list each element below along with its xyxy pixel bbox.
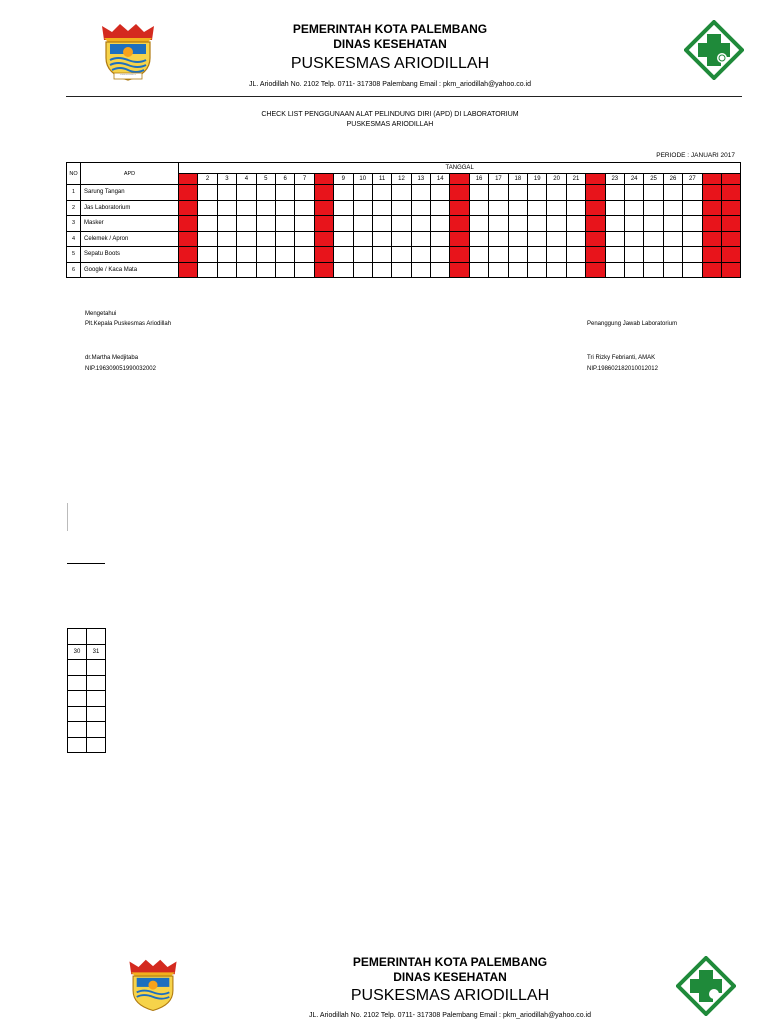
check-cell[interactable] [547,262,566,278]
check-cell[interactable] [663,247,682,263]
row-no: 3 [67,216,81,232]
table-row [67,231,741,247]
check-cell[interactable] [586,200,605,216]
check-cell[interactable] [353,247,372,263]
check-cell[interactable] [528,247,547,263]
check-cell[interactable] [334,216,353,232]
check-cell[interactable] [314,262,333,278]
check-cell[interactable] [68,722,87,738]
check-cell[interactable] [353,185,372,201]
day-header-cell: 8 [314,174,333,185]
day-header-cell: 26 [663,174,682,185]
check-cell[interactable] [87,722,106,738]
check-cell[interactable] [237,200,256,216]
check-cell[interactable] [469,185,488,201]
row-apd-label: Sarung Tangan [81,185,179,201]
check-cell[interactable] [411,262,430,278]
day-header-cell: 18 [508,174,527,185]
check-cell[interactable] [372,231,391,247]
header-apd: APD [81,163,179,185]
day-header-cell: 15 [450,174,469,185]
day-header-cell: 7 [295,174,314,185]
table-row [67,262,741,278]
day-header-cell: 2 [198,174,217,185]
overflow-underline [67,563,105,564]
day-header-cell: 23 [605,174,624,185]
check-cell[interactable] [566,231,585,247]
row-no: 2 [67,200,81,216]
day-header-cell: 16 [469,174,488,185]
kop-address-bottom: JL. Ariodillah No. 2102 Telp. 0711- 317308 Palembang Email : pkm_ariodillah@yahoo.co.id [309,1012,591,1019]
check-cell[interactable] [68,691,87,707]
check-cell[interactable] [256,200,275,216]
kop-address: JL. Ariodillah No. 2102 Telp. 0711- 317308 Palembang Email : pkm_ariodillah@yahoo.co.id [249,81,531,88]
check-cell[interactable] [256,216,275,232]
check-cell[interactable] [624,200,643,216]
check-cell[interactable] [721,231,740,247]
kop-divider [66,96,742,97]
row-apd-label: Sepatu Boots [81,247,179,263]
check-cell[interactable] [411,231,430,247]
row-apd-label: Celemek / Apron [81,231,179,247]
kop-line1: PEMERINTAH KOTA PALEMBANG [292,22,488,36]
row-no: 1 [67,185,81,201]
check-cell[interactable] [566,247,585,263]
check-cell[interactable] [605,200,624,216]
check-cell[interactable] [547,200,566,216]
check-cell[interactable] [353,231,372,247]
check-cell[interactable] [663,185,682,201]
check-cell[interactable] [334,231,353,247]
check-cell[interactable] [683,247,702,263]
check-cell[interactable] [372,262,391,278]
apd-checklist-table [66,162,741,278]
check-cell[interactable] [256,231,275,247]
check-cell[interactable] [217,231,236,247]
check-cell[interactable] [295,200,314,216]
table-row [67,216,741,232]
overflow-days-table [67,628,106,753]
check-cell[interactable] [353,262,372,278]
check-cell[interactable] [450,231,469,247]
check-cell[interactable] [644,262,663,278]
check-cell[interactable] [605,216,624,232]
check-cell[interactable] [411,200,430,216]
day-header-cell: 25 [644,174,663,185]
check-cell[interactable] [295,247,314,263]
check-cell[interactable] [295,262,314,278]
check-cell[interactable] [314,247,333,263]
check-cell[interactable] [198,247,217,263]
check-cell[interactable] [256,262,275,278]
check-cell[interactable] [353,216,372,232]
check-cell[interactable] [372,185,391,201]
check-cell[interactable] [605,247,624,263]
day-header-cell: 31 [87,644,106,660]
check-cell[interactable] [663,216,682,232]
check-cell[interactable] [237,231,256,247]
check-cell[interactable] [721,200,740,216]
check-cell[interactable] [683,216,702,232]
check-cell[interactable] [179,231,198,247]
row-no: 4 [67,231,81,247]
check-cell[interactable] [489,200,508,216]
check-cell[interactable] [644,185,663,201]
check-cell[interactable] [392,216,411,232]
check-cell[interactable] [469,231,488,247]
check-cell[interactable] [198,200,217,216]
check-cell[interactable] [469,216,488,232]
sig-left-nip: NIP.196309051990032002 [85,366,156,372]
check-cell[interactable] [528,200,547,216]
table-row [67,185,741,201]
check-cell[interactable] [547,185,566,201]
check-cell[interactable] [508,231,527,247]
check-cell[interactable] [295,216,314,232]
check-cell[interactable] [683,231,702,247]
check-cell[interactable] [68,675,87,691]
check-cell[interactable] [663,231,682,247]
check-cell[interactable] [721,185,740,201]
check-cell[interactable] [508,185,527,201]
day-header-cell: 3 [217,174,236,185]
check-cell[interactable] [566,262,585,278]
check-cell[interactable] [683,200,702,216]
day-header-cell: 11 [372,174,391,185]
check-cell[interactable] [256,185,275,201]
check-cell[interactable] [450,216,469,232]
header-tanggal: TANGGAL [179,163,741,174]
sig-right-label: Penanggung Jawab Laboratorium [587,321,678,327]
kop-line2-bottom: DINAS KESEHATAN [393,970,507,984]
check-cell[interactable] [392,262,411,278]
check-cell[interactable] [450,262,469,278]
day-header-cell: 6 [275,174,294,185]
check-cell[interactable] [372,200,391,216]
check-cell[interactable] [644,231,663,247]
check-cell[interactable] [605,262,624,278]
day-header-cell: 5 [256,174,275,185]
check-cell[interactable] [644,216,663,232]
check-cell[interactable] [87,706,106,722]
day-header-cell: 30 [68,644,87,660]
check-cell[interactable] [198,216,217,232]
check-cell[interactable] [624,262,643,278]
check-cell[interactable] [702,262,721,278]
check-cell[interactable] [179,247,198,263]
check-cell[interactable] [198,262,217,278]
check-cell[interactable] [547,216,566,232]
check-cell[interactable] [275,185,294,201]
day-header-cell: 10 [353,174,372,185]
check-cell[interactable] [275,262,294,278]
check-cell[interactable] [314,231,333,247]
check-cell[interactable] [508,200,527,216]
day-header-cell: 19 [528,174,547,185]
document-title-line1: CHECK LIST PENGGUNAAN ALAT PELINDUNG DIRI (APD) DI LABORATORIUM [261,111,519,118]
check-cell[interactable] [489,231,508,247]
day-header-cell: 21 [566,174,585,185]
check-cell[interactable] [547,247,566,263]
day-header-cell: 22 [586,174,605,185]
check-cell[interactable] [528,185,547,201]
day-header-cell: 12 [392,174,411,185]
overflow-blank-row [68,629,106,645]
check-cell[interactable] [702,216,721,232]
check-cell[interactable] [605,185,624,201]
check-cell[interactable] [450,185,469,201]
check-cell[interactable] [508,262,527,278]
day-header-cell: 28 [702,174,721,185]
day-header-cell: 20 [547,174,566,185]
sig-left-label1: Mengetahui [85,311,117,317]
row-apd-label: Jas Laboratorium [81,200,179,216]
check-cell[interactable] [431,185,450,201]
check-cell[interactable] [275,200,294,216]
check-cell[interactable] [624,231,643,247]
check-cell[interactable] [217,200,236,216]
check-cell[interactable] [179,216,198,232]
periode-label: PERIODE : JANUARI 2017 [656,152,735,159]
check-cell[interactable] [256,247,275,263]
row-apd-label: Google / Kaca Mata [81,262,179,278]
check-cell[interactable] [663,200,682,216]
check-cell[interactable] [702,185,721,201]
check-cell[interactable] [87,660,106,676]
table-row [67,247,741,263]
check-cell[interactable] [431,247,450,263]
check-cell[interactable] [179,262,198,278]
sig-right-nip: NIP.198602182010012012 [587,366,658,372]
check-cell[interactable] [87,691,106,707]
check-cell[interactable] [489,216,508,232]
check-cell[interactable] [295,231,314,247]
check-cell[interactable] [217,247,236,263]
check-cell[interactable] [392,247,411,263]
palembang-emblem-icon [124,955,182,1017]
check-cell[interactable] [87,737,106,753]
check-cell[interactable] [702,200,721,216]
check-cell[interactable] [334,185,353,201]
check-cell[interactable] [237,216,256,232]
check-cell[interactable] [586,247,605,263]
check-cell[interactable] [68,660,87,676]
kop-line1-bottom: PEMERINTAH KOTA PALEMBANG [352,955,548,969]
check-cell[interactable] [624,247,643,263]
check-cell[interactable] [644,200,663,216]
check-cell[interactable] [431,200,450,216]
check-cell[interactable] [217,216,236,232]
kop-line3: PUSKESMAS ARIODILLAH [290,55,490,72]
day-header-cell: 14 [431,174,450,185]
check-cell[interactable] [547,231,566,247]
check-cell[interactable] [217,262,236,278]
sig-left-label2: Plt.Kepala Puskesmas Ariodillah [85,321,172,327]
check-cell[interactable] [663,262,682,278]
row-apd-label: Masker [81,216,179,232]
check-cell[interactable] [508,247,527,263]
kop-line2: DINAS KESEHATAN [333,37,447,51]
check-cell[interactable] [392,231,411,247]
check-cell[interactable] [68,737,87,753]
row-no: 5 [67,247,81,263]
check-cell[interactable] [314,185,333,201]
check-cell[interactable] [237,262,256,278]
check-cell[interactable] [314,216,333,232]
check-cell[interactable] [586,231,605,247]
check-cell[interactable] [392,200,411,216]
check-cell[interactable] [528,231,547,247]
check-cell[interactable] [586,185,605,201]
check-cell[interactable] [489,247,508,263]
table-row [68,675,106,691]
check-cell[interactable] [353,200,372,216]
check-cell[interactable] [508,216,527,232]
kop-line3-bottom: PUSKESMAS ARIODILLAH [350,987,550,1004]
check-cell[interactable] [586,262,605,278]
check-cell[interactable] [586,216,605,232]
check-cell[interactable] [198,231,217,247]
check-cell[interactable] [721,216,740,232]
table-row [68,737,106,753]
check-cell[interactable] [528,216,547,232]
check-cell[interactable] [179,185,198,201]
check-cell[interactable] [721,262,740,278]
overflow-days-header [68,644,106,660]
check-cell[interactable] [217,185,236,201]
table-row [68,706,106,722]
check-cell[interactable] [450,247,469,263]
check-cell[interactable] [275,231,294,247]
check-cell[interactable] [372,247,391,263]
check-cell[interactable] [431,231,450,247]
check-cell[interactable] [489,262,508,278]
check-cell[interactable] [528,262,547,278]
check-cell[interactable] [605,231,624,247]
check-cell[interactable] [237,185,256,201]
sig-right-name: Tri Rizky Febrianti, AMAK [587,355,656,361]
check-cell[interactable] [314,200,333,216]
check-cell[interactable] [566,200,585,216]
table-row [68,722,106,738]
check-cell[interactable] [372,216,391,232]
day-header-cell: 9 [334,174,353,185]
check-cell[interactable] [566,185,585,201]
check-cell[interactable] [392,185,411,201]
check-cell[interactable] [275,216,294,232]
check-cell[interactable] [702,247,721,263]
check-cell[interactable] [87,675,106,691]
check-cell[interactable] [489,185,508,201]
check-cell[interactable] [683,185,702,201]
palembang-emblem-icon [96,22,160,84]
check-cell[interactable] [334,262,353,278]
document-title-line2: PUSKESMAS ARIODILLAH [346,121,434,128]
puskesmas-cross-icon [676,956,736,1016]
row-no: 6 [67,262,81,278]
check-cell[interactable] [469,262,488,278]
check-cell[interactable] [334,247,353,263]
check-cell[interactable] [566,216,585,232]
check-cell[interactable] [411,247,430,263]
check-cell[interactable] [721,247,740,263]
sig-left-name: dr.Martha Medjitaba [85,355,139,361]
day-header-cell: 29 [721,174,740,185]
puskesmas-cross-icon [684,20,744,80]
table-row [68,691,106,707]
day-header-cell: 27 [683,174,702,185]
check-cell[interactable] [702,231,721,247]
check-cell[interactable] [431,262,450,278]
table-row [68,660,106,676]
check-cell[interactable] [411,185,430,201]
day-header-cell: 13 [411,174,430,185]
header-no: NO [67,163,81,185]
day-header-cell: 17 [489,174,508,185]
day-header-cell: 24 [624,174,643,185]
check-cell[interactable] [275,247,294,263]
check-cell[interactable] [644,247,663,263]
check-cell[interactable] [469,200,488,216]
check-cell[interactable] [411,216,430,232]
table-row [67,200,741,216]
day-header-cell: 1 [179,174,198,185]
table-header-row [67,163,741,174]
check-cell[interactable] [237,247,256,263]
check-cell[interactable] [68,706,87,722]
check-cell[interactable] [198,185,217,201]
check-cell[interactable] [624,216,643,232]
emblem-ribbon-text: PALEMBANG DARUSSALAM [120,75,136,76]
check-cell[interactable] [179,200,198,216]
page-margin-line [67,503,68,531]
check-cell[interactable] [450,200,469,216]
check-cell[interactable] [624,185,643,201]
check-cell[interactable] [431,216,450,232]
check-cell[interactable] [683,262,702,278]
check-cell[interactable] [469,247,488,263]
day-header-cell: 4 [237,174,256,185]
check-cell[interactable] [334,200,353,216]
check-cell[interactable] [295,185,314,201]
